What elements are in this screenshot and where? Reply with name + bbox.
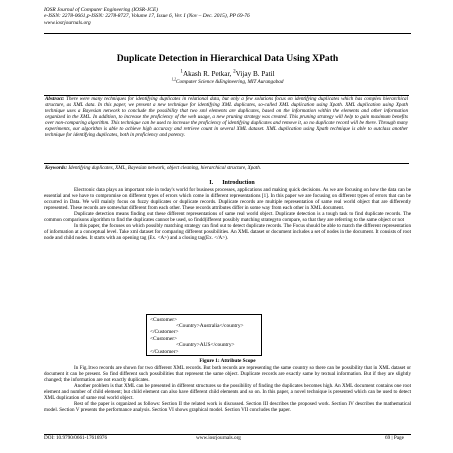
paper-title: Duplicate Detection in Hierarchical Data Using XPath [116,53,339,64]
paragraph: Duplicate detection means finding out these different representations of same real world object. Duplicate detection is a tough task to find duplicate records. The common comparisons algorithm to find the duplicates cannot be used, so findd(ifferent possibly matching strategyto compare, so that they are referring to the same object or not [44,211,411,224]
paragraph: Electronic data plays an important role in today's world for business processes, applications and making quick decisions. As we are focusing on how the data can be essential and we have to compromise on different types of errors which come in different representations [1]. In this paper we are focusing on different types of errors that can be occurred in Data. We will mainly focus on fuzzy duplicates or duplicate records. Duplicate records are multiple representation of same real world object that are differently represented. These records are somewhat different from each other. These records attributes differ in some way from each other in XML document. [44,187,411,212]
section-number: I. [209,180,214,186]
code-line: <Country>AUS</country> [176,342,235,349]
author1-name: Akash R. Petkar, [182,70,232,78]
footer-page: 69 | Page [385,435,404,441]
footer-site[interactable]: www.iosrjournals.org [196,435,241,441]
journal-url[interactable]: www.iosrjournals.org [44,19,91,26]
code-line: </Customer> [150,348,179,355]
abstract-text: There were many techniques for identifying duplicates in relational data, but only a few solutions focus on identifying duplicates which has complex hierarchical structure, as XML data. In this paper, we present a new technique for identifying XML duplicates, so-called XML duplication using Xpath. XML duplication using Xpath technique uses a Bayesian network to conclude the possibility that two xml elements are duplicates, based on the information within the elements and other information organized in the XML. In addition, to increase the proficiency of the web usage, a new pruning strategy was created. This pruning strategy will help to gain maximum benefits over non-comparing algorithm. This technique can be used to increase the proficiency of identifying duplicates and remove it, so no duplicate record will be there. Through many experiments, our algorithm is able to achieve high accuracy and retrieve count in several XML dataset. XML duplication using Xpath technique is able to outclass another technique for identifying duplicates, both in proficiency and potency. [45,96,408,139]
journal-issn: e-ISSN: 2278-0661,p-ISSN: 2278-8727, Volume 17, Issue 6, Ver. I (Nov – Dec. 2015), PP 69-76 [44,13,250,20]
code-line: <Country>Australia</country> [176,322,244,329]
affiliation-sup: 1,2 [171,77,177,82]
affiliation-line [44,79,411,85]
affiliation: Computer Science &Engineering, MIT Aurangabad [176,79,284,85]
author1-sup: 1 [180,69,183,75]
journal-header [44,7,250,26]
abstract [45,96,408,138]
section-title: Introduction [222,180,255,186]
author2-name: Vijay B. Patil [235,70,275,78]
keywords-text: Identifying duplicates, XML, Bayesian network, object cleaning, hierarchical structure, Xpath. [68,165,262,171]
code-line: <Customer> [150,335,178,342]
intro-body [44,187,411,241]
keywords-label: Keywords: [45,165,68,171]
section-heading [44,180,411,187]
abstract-label: Abstract: [45,96,65,102]
code-line: </Customer> [150,329,179,336]
figure-code-box [146,314,262,356]
paragraph: Another problem is that XML can be presented in different structures so the possibility of finding the duplicates becomes high. An XML document contains one root element and number of child element; but child element can also have different child elements and so on. In this paper, a novel technique is presented which can be used to detect XML duplication of same real world object. [44,383,411,402]
journal-name: IOSR Journal of Computer Engineering (IOSR-JCE) [44,7,158,13]
paragraph: In this paper, the focuses on which possibly matching strategy can find out to detect duplicate records. The Focus should be able to match the different representation of information at a conceptual level. Take xml dataset for comparing different possibilities. An XML dataset or document includes a set of nodes in the document. It consists of root node and child nodes. It starts with an opening tag (Ex. <A>) and a closing tag(Ex. </A>). [44,223,411,242]
intro-body-continued [44,365,411,413]
figure-caption: Figure 1: Attribute Scope [199,358,256,364]
header-rule [44,33,411,34]
paragraph: Rest of the paper is organized as follows: Section II the related work is discussed. Section III describes the proposed work. Section IV describes the mathematical model. Section V presents the performance analysis. Section VI shows graphical model. Section VII concludes the paper. [44,401,411,414]
keywords [45,165,408,171]
paragraph: In Fig.1two records are shown for two different XML records. But both records are representing the same country so there can be possibility that in XML dataset or document it can be present. So find different such possibilities that represent the same object. Duplicate records are exactly same by textual information. But if they are slightly changed; the information are not exactly duplicates. [44,365,411,384]
author-line [44,70,411,78]
code-line: <Customer> [150,316,178,323]
footer-doi[interactable]: DOI: 10.9790/0661-17616976 [44,435,108,441]
author2-sup: 2 [233,69,236,75]
